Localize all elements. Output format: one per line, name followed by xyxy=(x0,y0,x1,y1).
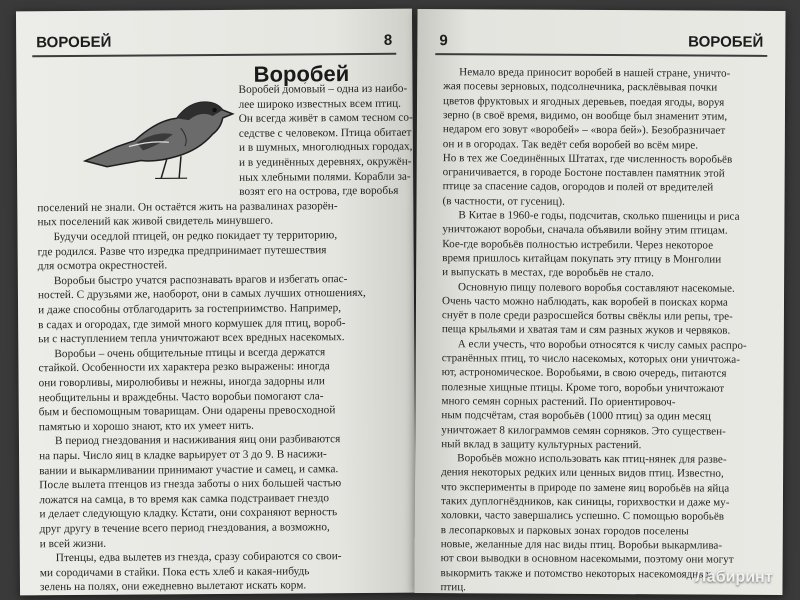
text-line: ют свои выводки в основном насекомыми, поэтому они могут xyxy=(440,552,734,566)
text-line: уничтожает 8 килограммов семян сорняков. Это существен- xyxy=(441,423,726,438)
text-line: ным подсчётам, стая воробьёв (1000 птиц) за один месяц xyxy=(441,409,711,423)
labirint-logo: Лабиринт xyxy=(695,568,773,586)
left-body-text xyxy=(16,9,413,594)
text-line: дения некоторых редких или ценных видов птиц. Известно, xyxy=(441,466,724,481)
sparrow-illustration xyxy=(76,80,237,186)
text-line: необщительны и враждебны. Часто воробьи помогают сла- xyxy=(38,389,324,404)
text-line: они говорливы, миролюбивы и нежны, иногда задорны или xyxy=(38,375,325,390)
left-page xyxy=(16,9,416,596)
text-line: бым и беспомощным товарищам. Они одарены превосходной xyxy=(38,404,336,419)
text-line: стайкой. Особенности их характера резко выражены: иногда xyxy=(38,360,330,375)
text-line: возят его на острова, где воробья xyxy=(239,184,399,199)
right-page-number: 9 xyxy=(439,32,448,50)
text-line: жая посевы зерновых, подсолнечника, расклёвывая почки xyxy=(443,80,718,94)
text-line: и всей жизни. xyxy=(39,537,107,550)
left-running-title: ВОРОБЕЙ xyxy=(36,33,112,52)
article-title: Воробей xyxy=(253,61,350,87)
text-line: ложатся на самца, в то время как самка подстраивает гнездо xyxy=(39,492,330,507)
text-line: памятью и хорошо знают, кто их умеет нить. xyxy=(38,419,254,434)
text-line: пеща крыльями и хватая там и сям разных жуков и червяков. xyxy=(441,323,731,338)
right-running-title: ВОРОБЕЙ xyxy=(688,33,764,51)
text-line: ностей. С друзьями же, наоборот, они в самых лучших отношениях, xyxy=(37,287,366,302)
left-running-head xyxy=(32,29,396,58)
text-line: После вылета птенцов из гнезда заботы о них большей частью xyxy=(39,477,342,492)
text-line: седстве с человеком. Птица обитает xyxy=(238,126,412,140)
left-page-number: 8 xyxy=(383,31,393,49)
text-line: ных поселений как живой свидетель минувшего. xyxy=(37,214,274,229)
text-line: друг другу в течение всего период гнездования, а возможно, xyxy=(39,521,330,536)
text-line: Но в тех же Соединённых Штатах, где численность воробьёв xyxy=(442,151,733,166)
right-page xyxy=(414,9,785,595)
text-line: цветов фруктовых и ягодных деревьев, поедая ягоды, воруя xyxy=(443,94,725,109)
text-line: В Китае в 1960-е годы, подсчитав, сколько пшеницы и риса xyxy=(458,209,740,223)
text-line: и делает следующую кладку. Кстати, они сохраняют верность xyxy=(39,506,338,521)
text-line: время пришлось китайцам покупать эту птицу в Монголии xyxy=(442,252,722,266)
text-line: и в шумных, многолюдных городах, xyxy=(238,141,413,155)
text-line: Воробьёв можно использовать как птиц-нянек для разве- xyxy=(457,452,727,466)
text-line: ограничивается, в городе Бостоне поставлен памятник этой xyxy=(442,166,725,180)
text-line: и в уединённых деревнях, окружён- xyxy=(238,155,412,169)
text-line: зерно (в своё время, видимо, он вообще был знаменит этим, xyxy=(442,109,728,123)
text-line: уничтожают воробьи, сначала объявили войну этим птицам. xyxy=(442,223,728,237)
text-line: Будучи оседлой птицей, он редко покидает ту территорию, xyxy=(53,229,338,244)
text-line: Птенцы, едва вылетев из гнезда, сразу собираются со свои- xyxy=(55,550,342,565)
text-line: и даже способны отблагодарить за гостеприимство. Например, xyxy=(38,302,342,317)
text-line: Основную пищу полевого воробья составляют насекомые. xyxy=(458,280,735,295)
text-line: Воробьи – очень общительные птицы и всегда держатся xyxy=(54,346,326,360)
text-line: полезные хищные птицы. Кроме того, воробьи уничтожают xyxy=(441,380,725,395)
text-line: снуёт в поле среди разросшейся ботвы свёклы или репы, тре- xyxy=(441,309,733,323)
text-line: Кое-где воробьёв полностью истребили. Через некоторое xyxy=(442,237,714,252)
text-line: странённых птиц, то число насекомых, которых они уничтожа- xyxy=(441,352,740,366)
text-line: ют, астрономическое. Воробьями, в свою очередь, питаются xyxy=(441,366,727,380)
text-line: на пары. Число яиц в кладке варьирует от 3 до 9. В насижи- xyxy=(39,448,327,463)
text-line: ми сородичами в стайки. Пока есть хлеб и какая-нибудь xyxy=(39,565,310,580)
text-line: где родился. Разве что изредка предпринимает путешествия xyxy=(37,243,327,258)
text-line: он и в огородах. Так ведёт себя воробей во всём мире. xyxy=(442,137,699,152)
text-line: птиц. xyxy=(440,580,466,594)
text-line: В период гнездования и насиживания яиц они разбиваются xyxy=(54,433,341,448)
text-line: птице за спасение садов, огородов и полей от вредителей xyxy=(442,180,714,194)
text-line: таких дуплогнёздников, как синицы, горихвостки и даже му- xyxy=(440,495,730,509)
text-line: А если учесть, что воробьи относятся к числу самых распро- xyxy=(457,337,747,352)
text-line: холовки, часто завершались успешно. С помощью воробьёв xyxy=(440,509,725,523)
text-line: для осмотра окрестностей. xyxy=(37,259,168,273)
text-line: и выпускать в местах, где воробьёв не стало. xyxy=(442,266,654,280)
text-line: много семян сорных растений. По ориентировоч- xyxy=(441,395,676,409)
text-line: ный вклад в защиту культурных растений. xyxy=(441,437,642,452)
text-line: в садах и огородах, где зимой много кормушек для птиц, вороб- xyxy=(38,316,346,331)
text-line: поселений не знали. Он остаётся жить на развалинах разорён- xyxy=(37,199,338,215)
text-line: ных хлебными полями. Корабли за- xyxy=(239,170,411,184)
text-line: ьи с наступлением тепла уничтожают всех вредных насекомых. xyxy=(38,331,345,346)
text-line: Воробьи быстро учатся распознавать врагов и избегать опас- xyxy=(53,272,348,287)
text-line: новые, желанные для нас виды птиц. Воробьи выкармлива- xyxy=(440,538,723,552)
text-line: (в частности, от гусениц). xyxy=(442,194,565,208)
text-line: в лесопарковых и парковых зонах городов поселены xyxy=(440,523,689,538)
text-line: лее широко известных всем птиц. xyxy=(238,97,402,111)
text-line: зелень на полях, они ежедневно вылетают искать корм. xyxy=(39,579,307,594)
text-line: Он всегда живёт в самом тесном со- xyxy=(238,111,413,126)
text-line: Очень часто можно наблюдать, как воробей в поисках корма xyxy=(441,294,728,309)
text-line: Воробей домо́вый – одна из наибо- xyxy=(238,82,408,96)
text-line: что эксперименты в природе по замене яиц воробьёв на яйца xyxy=(440,480,730,495)
text-line: выкормить также и потомство некоторых насекомоядных xyxy=(440,566,712,581)
text-line: вании и выкармливании принимают участие и самец, и самка. xyxy=(39,462,339,477)
text-line: недаром его зовут «воробей» – «вора бей»). Безобразничает xyxy=(442,123,726,137)
text-line: Немало вреда приносит воробей в нашей стране, уничто- xyxy=(459,66,731,80)
right-running-head xyxy=(435,29,767,57)
